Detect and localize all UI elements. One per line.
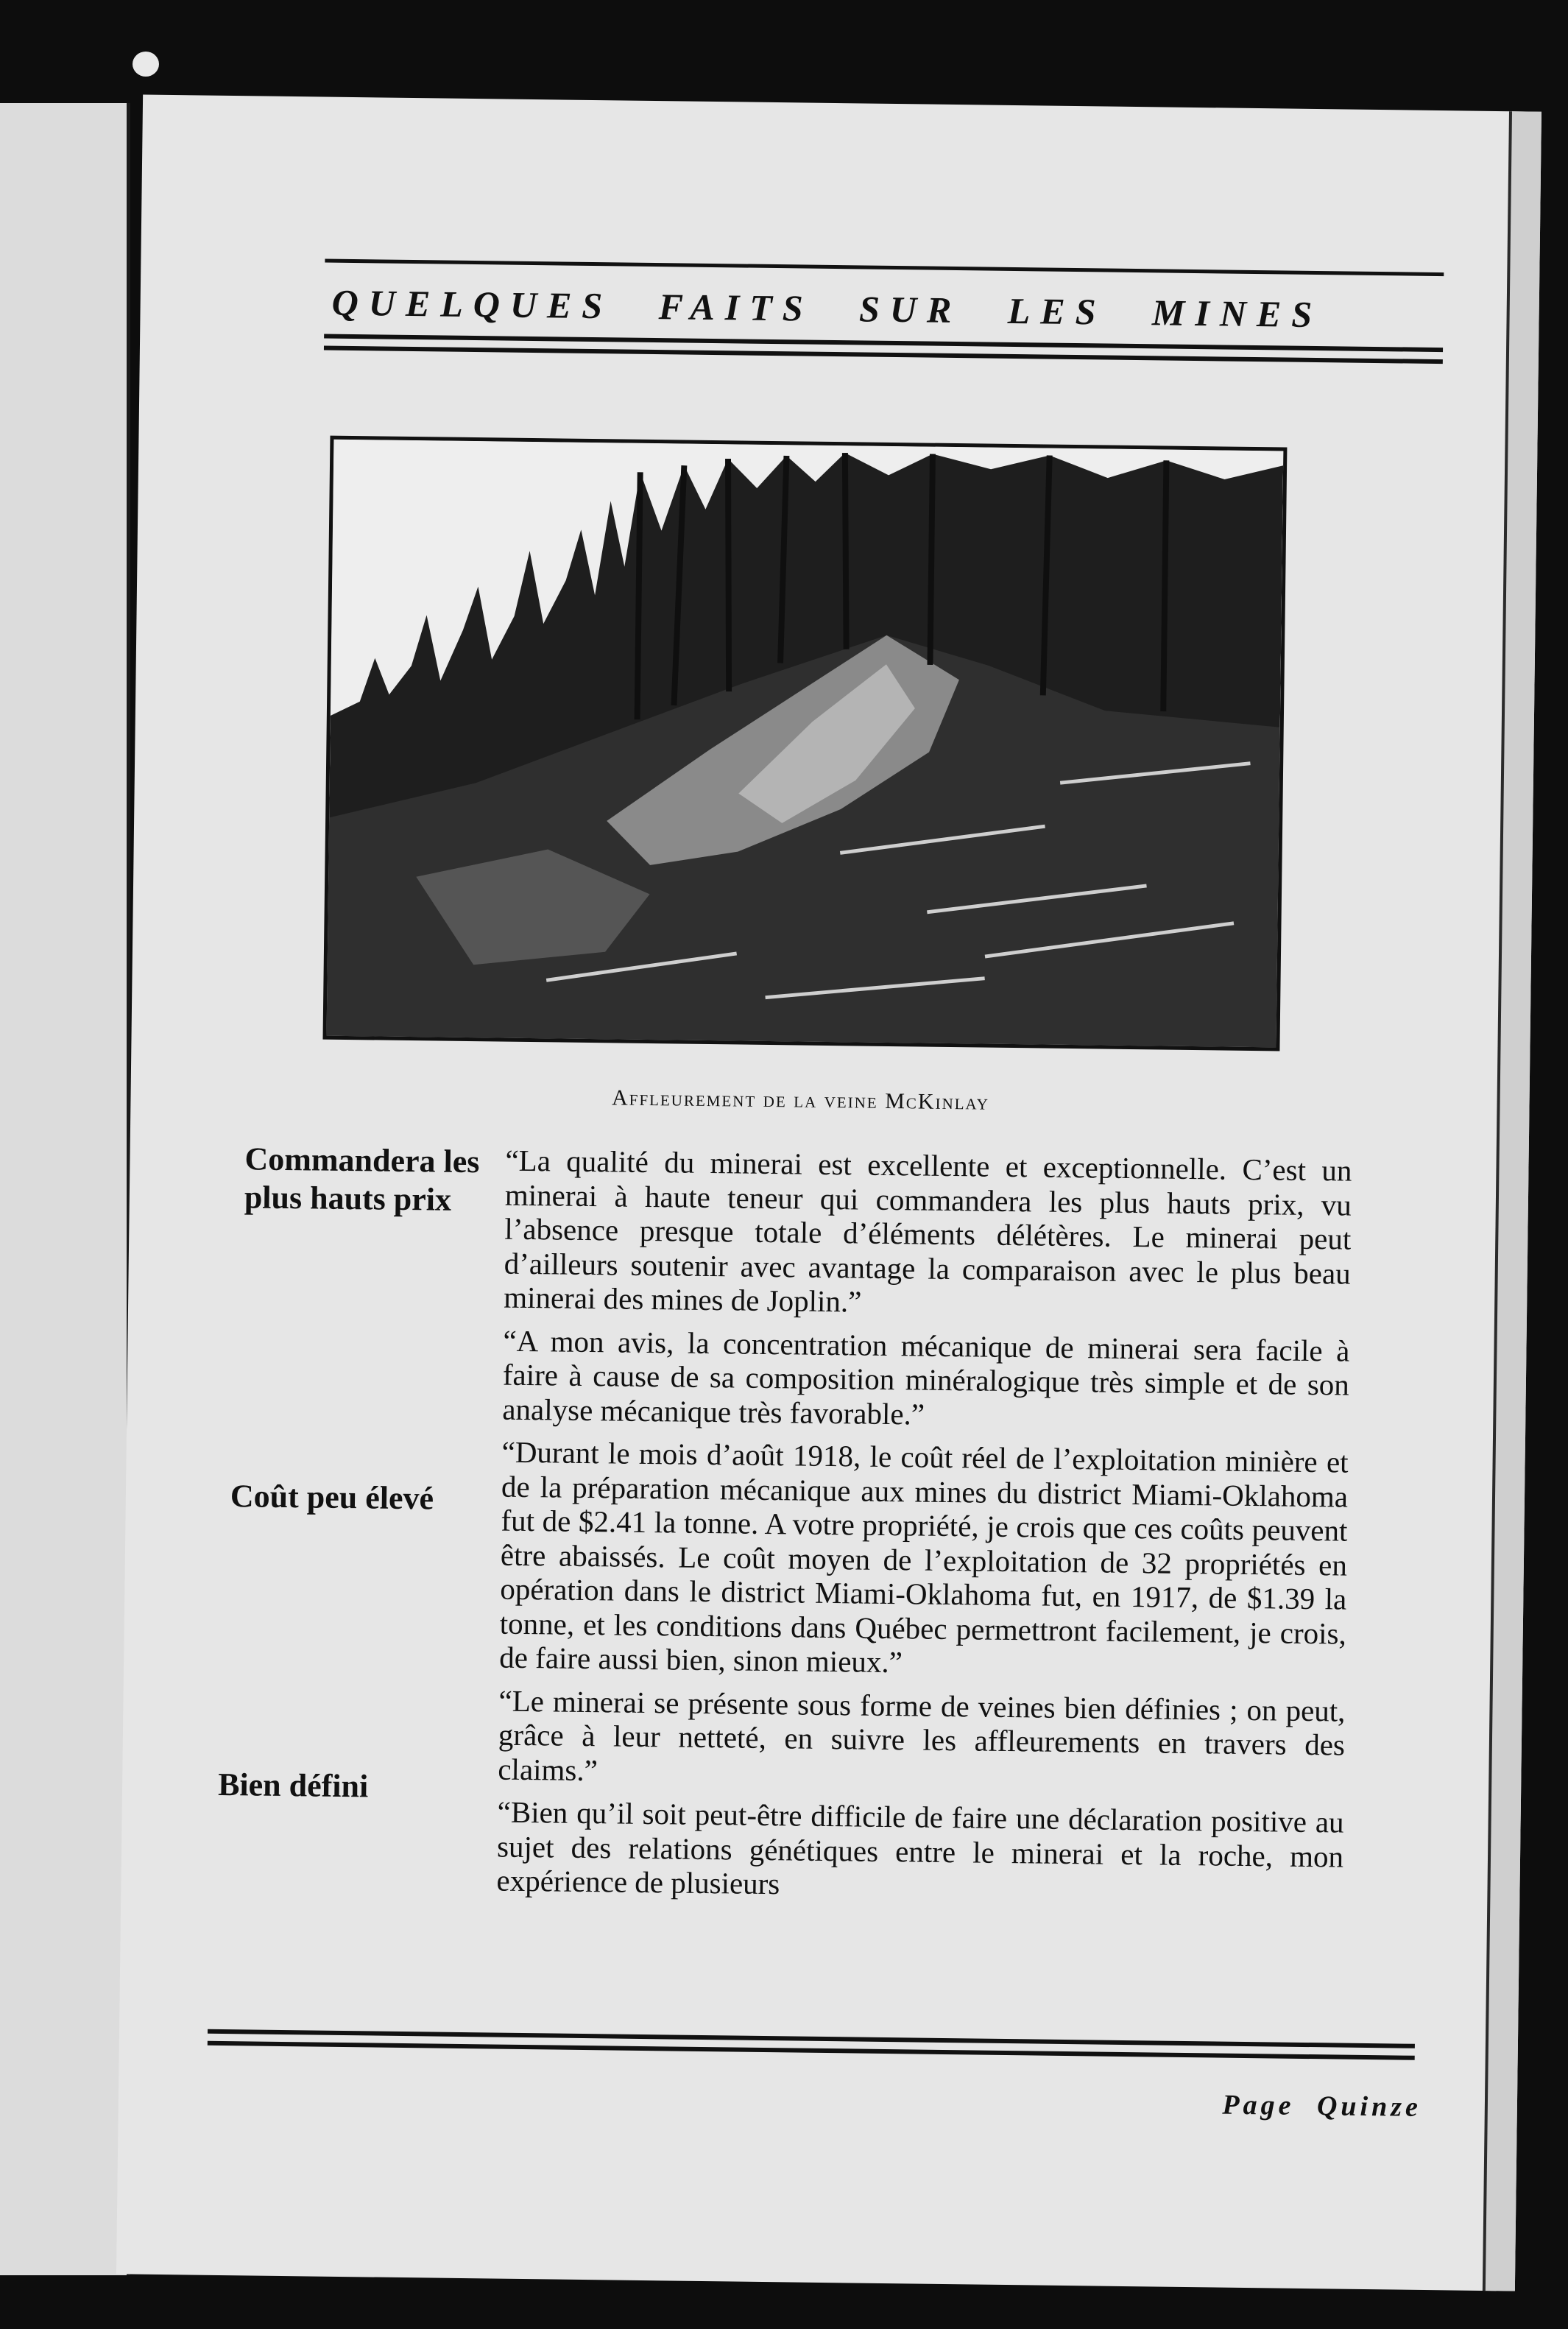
scan-dust-spot (133, 52, 159, 77)
photo-image (327, 440, 1284, 1048)
side-note-cout: Coût peu élevé (230, 1478, 434, 1517)
header-bottom-rule (324, 334, 1443, 364)
outcrop-photo (322, 436, 1287, 1051)
page-number: Page Quinze (1222, 2089, 1422, 2123)
body-text (496, 1144, 1352, 1917)
header-top-rule (325, 259, 1444, 277)
facing-page-edge (0, 103, 130, 2275)
document-page (116, 95, 1541, 2291)
paragraph-concentration: “A mon avis, la concentration mécanique de minerai sera facile à faire à cause de sa composition minéralogique très simple et de son analyse mécanique très favorable.” (502, 1323, 1350, 1431)
running-head: QUELQUES FAITS SUR LES MINES (331, 281, 1323, 336)
paragraph-veines: “Le minerai se présente sous forme de veines bien définies ; on peut, grâce à leur netteté, en suivre les affleurements en travers des claims.” (498, 1683, 1346, 1787)
photo-caption: Affleurement de la veine McKinlay (611, 1085, 990, 1115)
paragraph-cout: “Durant le mois d’août 1918, le coût réel de l’exploitation minière et de la préparation mécanique aux mines du district Miami-Oklahoma fut de $2.41 la tonne. A votre propriété, je crois que ces coûts peuvent être abaissés. Le coût moyen de l’exploitation de 32 propriétés en opération dans le district Miami-Oklahoma fut, en 1917, de $1.39 la tonne, et les conditions dans Québec permettront facilement, je crois, de faire aussi bien, sinon mieux.” (498, 1434, 1349, 1680)
page-edge-shadow (1483, 111, 1541, 2291)
side-note-hauts-prix: Commandera les plus hauts prix (244, 1141, 480, 1218)
side-note-bien-defini: Bien défini (217, 1766, 369, 1805)
paragraph-qualite: “La qualité du minerai est excellente et exceptionnelle. C’est un minerai à haute teneur qui commandera les plus hauts prix, vu l’absence presque totale d’éléments délétères. Le minerai peut d’ailleurs soutenir avec avantage la comparaison avec le plus beau minerai des mines de Joplin.” (503, 1143, 1352, 1319)
footer-rule (208, 2029, 1415, 2060)
paragraph-genetique: “Bien qu’il soit peut-être difficile de faire une déclaration positive au sujet des relations génétiques entre le minerai et la roche, mon expérience de plusieurs (496, 1794, 1344, 1901)
